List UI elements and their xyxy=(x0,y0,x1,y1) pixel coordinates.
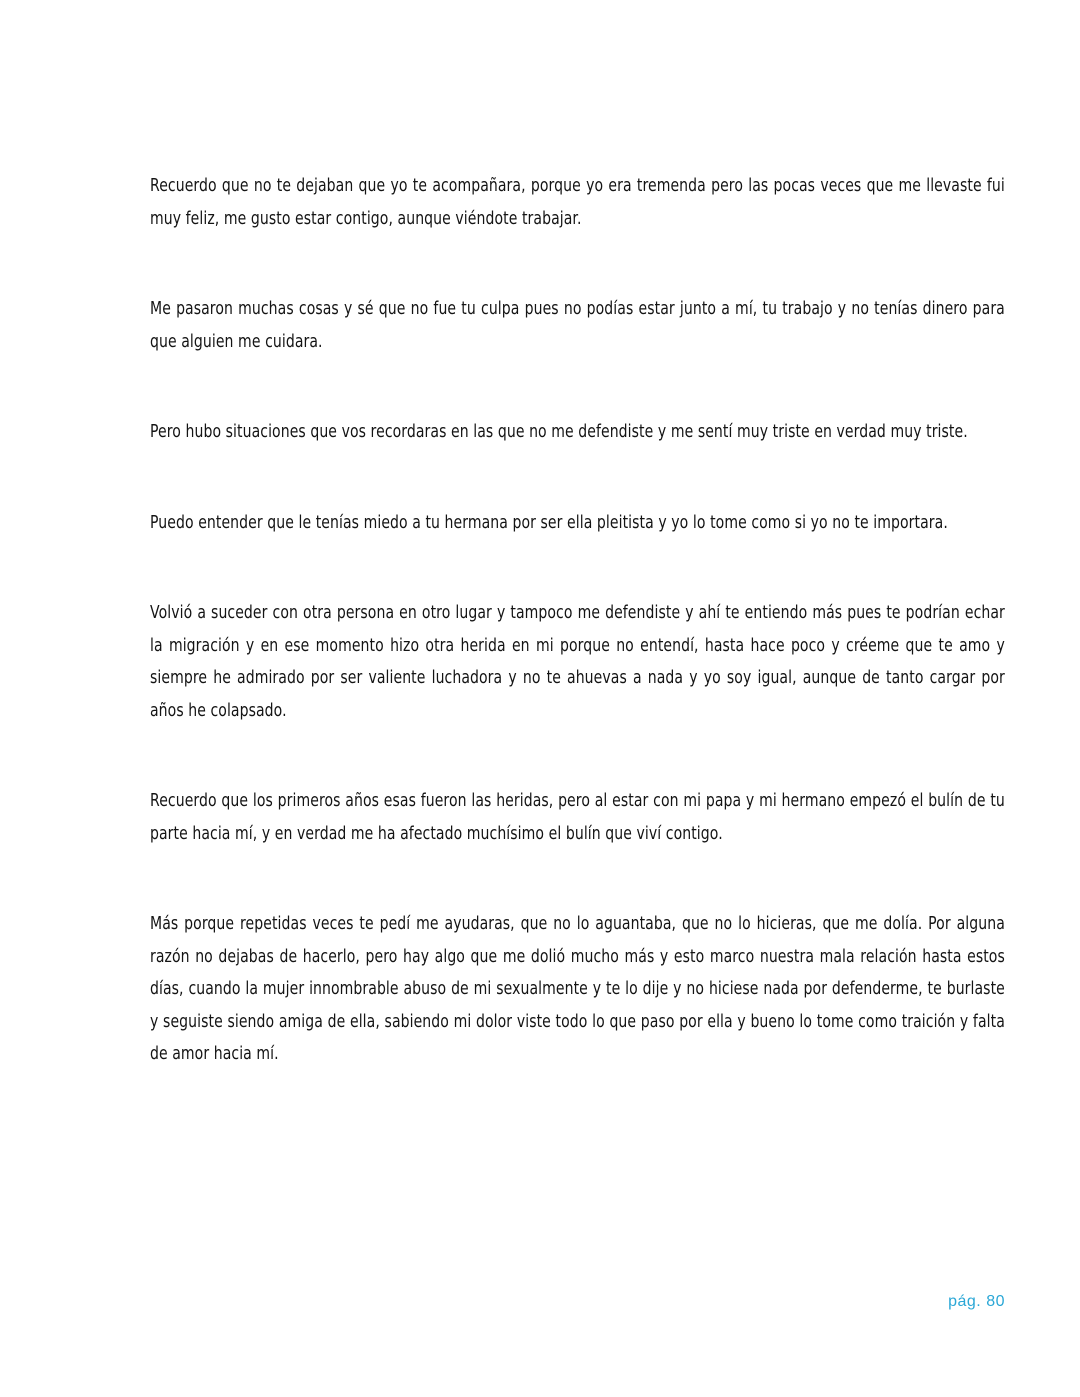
page-number: pág. 80 xyxy=(948,1293,1005,1310)
paragraph-3: Pero hubo situaciones que vos recordaras en las que no me defendiste y me sentí muy triste en verdad muy triste. xyxy=(150,421,968,442)
paragraph-1: Recuerdo que no te dejaban que yo te acompañara, porque yo era tremenda pero las pocas veces que me llevaste fui muy feliz, me gusto estar contigo, aunque viéndote trabajar. xyxy=(150,175,1005,229)
paragraph-7: Más porque repetidas veces te pedí me ayudaras, que no lo aguantaba, que no lo hicieras, que me dolía. Por alguna razón no dejabas de hacerlo, pero hay algo que me dolió mucho más y esto marco nuestra mala relación hasta estos días, cuando la mujer innombrable abuso de mi sexualmente y te lo dije y no hiciese nada por defenderme, te burlaste y seguiste siendo amiga de ella, sabiendo mi dolor viste todo lo que paso por ella y bueno lo tome como traición y falta de amor hacia mí. xyxy=(150,913,1005,1064)
paragraph-2: Me pasaron muchas cosas y sé que no fue tu culpa pues no podías estar junto a mí, tu trabajo y no tenías dinero para que alguien me cuidara. xyxy=(150,298,1005,352)
paragraph-6: Recuerdo que los primeros años esas fueron las heridas, pero al estar con mi papa y mi hermano empezó el bulín de tu parte hacia mí, y en verdad me ha afectado muchísimo el bulín que viví contigo. xyxy=(150,790,1005,844)
paragraph-5: Volvió a suceder con otra persona en otro lugar y tampoco me defendiste y ahí te entiendo más pues te podrían echar la migración y en ese momento hizo otra herida en mi porque no entendí, hasta hace poco y créeme que te amo y siempre he admirado por ser valiente luchadora y no te ahuevas a nada y yo soy igual, aunque de tanto cargar por años he colapsado. xyxy=(150,602,1005,721)
body-text xyxy=(150,170,1005,1129)
paragraph-4: Puedo entender que le tenías miedo a tu hermana por ser ella pleitista y yo lo tome como si yo no te importara. xyxy=(150,511,948,533)
